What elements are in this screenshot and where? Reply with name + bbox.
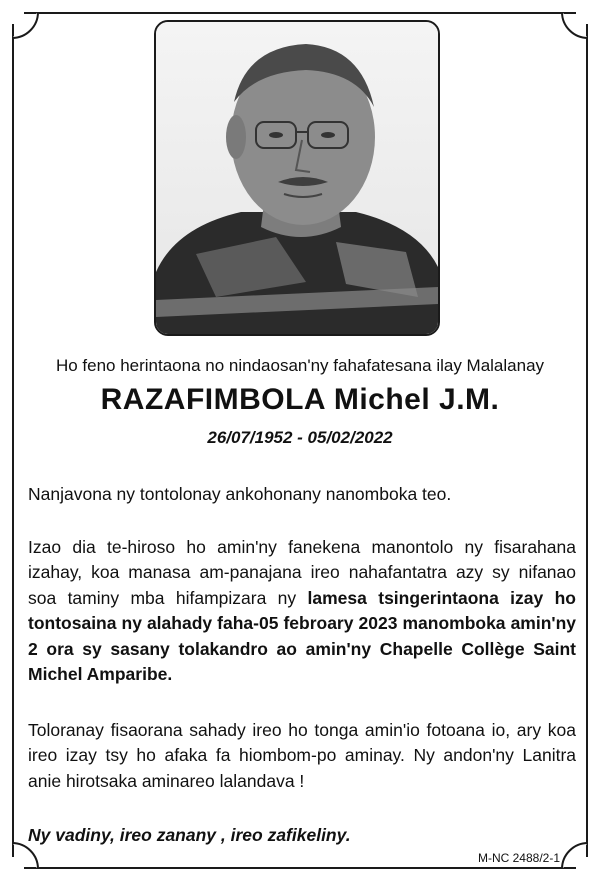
life-dates: 26/07/1952 - 05/02/2022	[207, 428, 393, 447]
paragraph-2-plain: Izao dia te-hiroso ho amin'ny fanekena manontolo ny fisarahana izahay, koa manasa am-panajana ireo nahafantatra azy sy nifanao soa taminy mba hifampizara ny	[28, 537, 576, 608]
paragraph-2-bold: lamesa tsingerintaona izay ho tontosaina ny alahady faha-05 febroary 2023 manomboka amin'ny 2 ora sy sasany tolakandro ao amin'ny Chapelle Collège Saint Michel Amparibe.	[28, 587, 576, 685]
intro-line: Ho feno herintaona no nindaosan'ny fahafatesana ilay Malalanay	[55, 356, 545, 375]
paragraph-1: Nanjavona ny tontolonay ankohonany nanomboka teo.	[28, 484, 452, 504]
paragraph-3: Toloranay fisaorana sahady ireo ho tonga amin'io fotoana io, ary koa ireo izay tsy ho afaka fa hiombom-po aminay. Ny andon'ny Lanitra anie hirotsaka aminareo lalandava !	[28, 720, 576, 791]
portrait-photo	[154, 20, 440, 336]
deceased-name: RAZAFIMBOLA Michel J.M.	[100, 383, 500, 416]
reference-code: M-NC 2488/2-1	[477, 851, 560, 865]
paragraph-2	[28, 535, 576, 687]
family-signature: Ny vadiny, ireo zanany , ireo zafikeliny.	[28, 825, 351, 845]
